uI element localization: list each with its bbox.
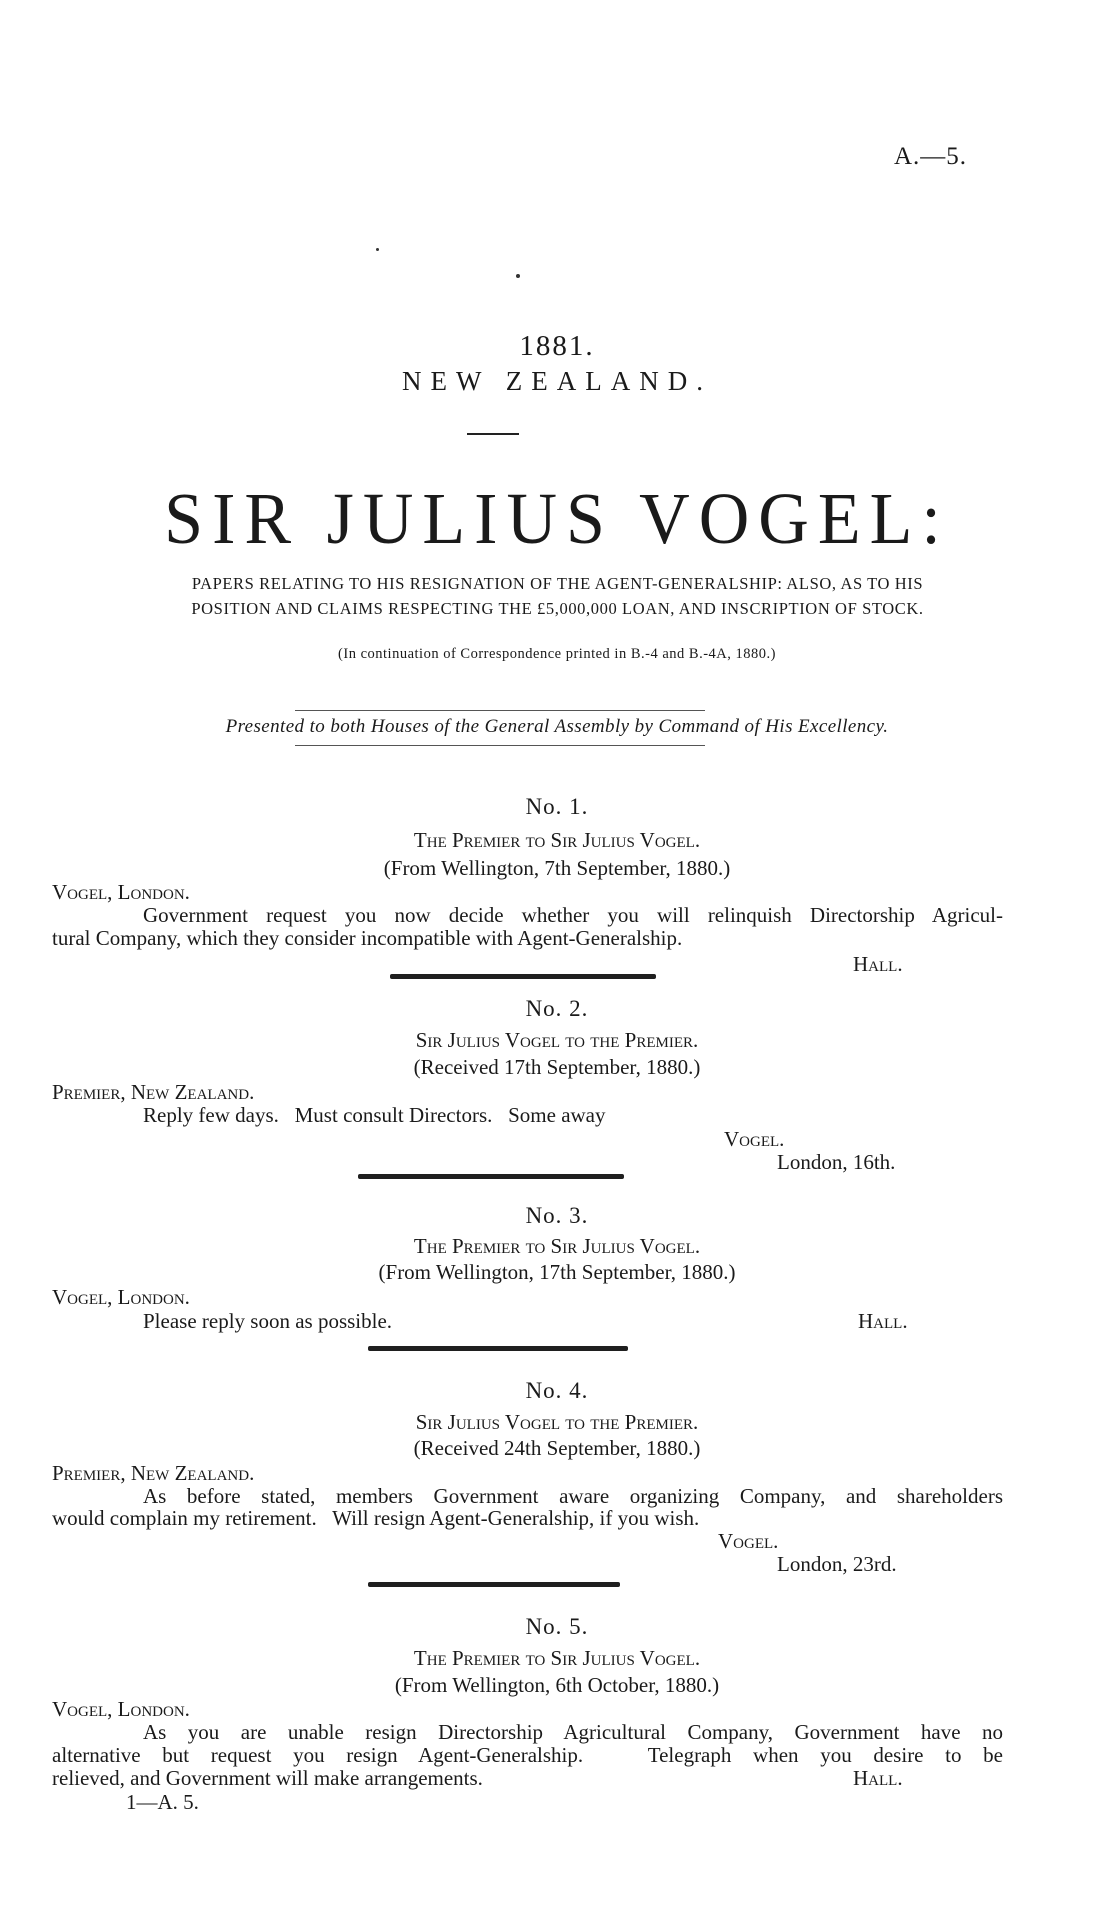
message-signature: Hall. <box>853 952 903 976</box>
message-dateline: (From Wellington, 6th October, 1880.) <box>394 1673 720 1697</box>
message-number: No. 3. <box>525 1203 589 1228</box>
message-place-date: London, 23rd. <box>777 1552 897 1576</box>
message-number: No. 1. <box>525 794 589 819</box>
country: NEW ZEALAND. <box>402 366 712 396</box>
ink-speck <box>376 248 379 251</box>
document-subtitle <box>50 571 1065 621</box>
page-mark: 1—A. 5. <box>126 1790 199 1814</box>
message-dateline: (Received 24th September, 1880.) <box>413 1436 701 1460</box>
message-dateline: (From Wellington, 7th September, 1880.) <box>383 856 731 880</box>
message-dateline: (Received 17th September, 1880.) <box>413 1055 701 1079</box>
message-separator <box>368 1346 628 1351</box>
message-body-line: relieved, and Government will make arrangements. <box>52 1766 483 1790</box>
message-body-line: would complain my retirement. Will resign Agent-Generalship, if you wish. <box>52 1506 700 1530</box>
message-dateline: (From Wellington, 17th September, 1880.) <box>378 1260 736 1284</box>
message-number: No. 4. <box>525 1378 589 1403</box>
message-body-line: Reply few days. Must consult Directors. Some away <box>143 1103 606 1127</box>
continuation-note: (In continuation of Correspondence printed in B.-4 and B.-4A, 1880.) <box>338 646 776 662</box>
message-addressee: Vogel, London. <box>52 1285 190 1309</box>
message-body-line: Please reply soon as possible. <box>143 1309 393 1333</box>
message-addressee: Vogel, London. <box>52 1697 190 1721</box>
message-separator <box>390 974 656 979</box>
message-addressee: Premier, New Zealand. <box>52 1461 255 1485</box>
message-signature: Hall. <box>853 1766 903 1790</box>
subtitle-line: PAPERS RELATING TO HIS RESIGNATION OF THE AGENT-GENERALSHIP: ALSO, AS TO HIS <box>191 574 924 593</box>
message-separator <box>358 1174 624 1179</box>
ink-speck <box>516 274 520 278</box>
message-body-line: alternative but request you resign Agent-Generalship. Telegraph when you desire to be <box>52 1743 1003 1767</box>
presented-rule-bottom <box>295 745 705 746</box>
message-body-line: As before stated, members Government aware organizing Company, and shareholders <box>143 1484 1003 1508</box>
document-reference: A.—5. <box>893 143 967 170</box>
message-body-line: As you are unable resign Directorship Agricultural Company, Government have no <box>143 1720 1003 1744</box>
message-addressee: Premier, New Zealand. <box>52 1080 255 1104</box>
presented-line: Presented to both Houses of the General Assembly by Command of His Excellency. <box>225 716 889 737</box>
message-from-to: Sir Julius Vogel to the Premier. <box>415 1028 699 1052</box>
presented-rule-top <box>295 710 705 711</box>
message-body-line: tural Company, which they consider incompatible with Agent-Generalship. <box>52 926 683 950</box>
message-signature: Vogel. <box>724 1127 785 1151</box>
message-from-to: The Premier to Sir Julius Vogel. <box>413 828 701 852</box>
message-number: No. 2. <box>525 996 589 1021</box>
message-place-date: London, 16th. <box>777 1150 896 1174</box>
message-signature: Vogel. <box>718 1529 779 1553</box>
year: 1881. <box>519 330 595 362</box>
message-from-to: Sir Julius Vogel to the Premier. <box>415 1410 699 1434</box>
message-from-to: The Premier to Sir Julius Vogel. <box>413 1234 701 1258</box>
message-number: No. 5. <box>525 1614 589 1639</box>
document-title: SIR JULIUS VOGEL: <box>164 479 950 560</box>
title-rule <box>467 433 519 435</box>
message-signature: Hall. <box>858 1309 908 1333</box>
subtitle-line: POSITION AND CLAIMS RESPECTING THE £5,000,000 LOAN, AND INSCRIPTION OF STOCK. <box>191 599 924 618</box>
message-separator <box>368 1582 620 1587</box>
message-addressee: Vogel, London. <box>52 880 190 904</box>
message-from-to: The Premier to Sir Julius Vogel. <box>413 1646 701 1670</box>
message-body-line: Government request you now decide whether you will relinquish Directorship Agricul- <box>143 903 1003 927</box>
